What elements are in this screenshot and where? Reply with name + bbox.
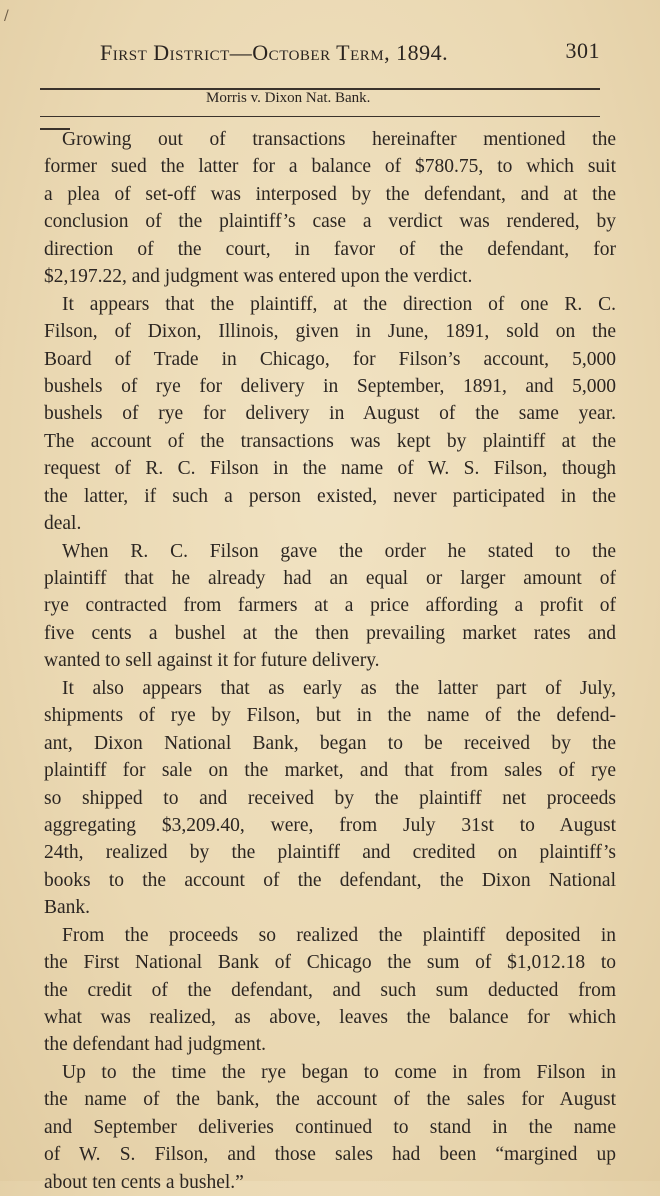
text-line: the credit of the defendant, and such sum deducted from [44, 979, 616, 1001]
text-line: the name of the bank, the account of the sales for August [44, 1089, 616, 1111]
text-line: plaintiff for sale on the market, and that from sales of rye [44, 760, 616, 782]
text-line: of W. S. Filson, and those sales had been “margined up [44, 1144, 616, 1166]
text-line: books to the account of the defendant, the Dixon National [44, 869, 616, 891]
text-line: Up to the time the rye began to come in from Filson in [62, 1061, 616, 1083]
text-line: Growing out of transactions hereinafter mentioned the [62, 129, 616, 150]
text-line: so shipped to and received by the plaintiff net proceeds [44, 787, 616, 809]
text-line: direction of the court, in favor of the defendant, for [44, 238, 616, 260]
text-line: former sued the latter for a balance of $780.75, to which suit [44, 156, 616, 178]
text-line: the latter, if such a person existed, never participated in the [44, 485, 616, 507]
text-line: the defendant had judgment. [44, 1034, 267, 1056]
page-number: 301 [565, 38, 600, 63]
text-line: conclusion of the plaintiff’s case a verdict was rendered, by [44, 211, 616, 233]
text-line: When R. C. Filson gave the order he stated to the [62, 540, 616, 562]
text-line: aggregating $3,209.40, were, from July 31st to August [44, 814, 616, 836]
text-line: The account of the transactions was kept by plaintiff at the [44, 430, 616, 452]
text-line: bushels of rye for delivery in August of the same year. [44, 403, 616, 425]
opinion-text [44, 126, 616, 1196]
running-head-title: First District—October Term, 1894. [100, 40, 449, 65]
text-line: plaintiff that he already had an equal or larger amount of [44, 568, 616, 589]
text-line: what was realized, as above, leaves the balance for which [44, 1007, 616, 1028]
text-line: about ten cents a bushel.” [44, 1171, 244, 1193]
text-line: 24th, realized by the plaintiff and credited on plaintiff’s [44, 842, 616, 864]
text-line: deal. [44, 513, 82, 535]
text-line: wanted to sell against it for future delivery. [44, 650, 380, 672]
text-line: It appears that the plaintiff, at the direction of one R. C. [62, 293, 616, 315]
text-line: rye contracted from farmers at a price affording a profit of [44, 595, 616, 617]
text-line: From the proceeds so realized the plaintiff deposited in [62, 924, 616, 946]
text-line: Filson, of Dixon, Illinois, given in June, 1891, sold on the [44, 321, 616, 343]
running-head [100, 38, 600, 72]
text-line: $2,197.22, and judgment was entered upon the verdict. [44, 266, 473, 288]
text-line: Board of Trade in Chicago, for Filson’s account, 5,000 [44, 348, 616, 370]
text-line: Bank. [44, 897, 91, 919]
text-line: a plea of set-off was interposed by the defendant, and at the [44, 183, 616, 205]
text-line: bushels of rye for delivery in September, 1891, and 5,000 [44, 375, 616, 397]
text-line: five cents a bushel at the then prevailing market rates and [44, 622, 616, 644]
text-line: and September deliveries continued to stand in the name [44, 1116, 616, 1138]
text-line: ant, Dixon National Bank, began to be received by the [44, 732, 616, 754]
edge-mark: / [4, 8, 9, 24]
text-line: It also appears that as early as the latter part of July, [62, 677, 616, 699]
header-rule-bottom [40, 116, 600, 117]
text-line: the First National Bank of Chicago the sum of $1,012.18 to [44, 952, 616, 974]
case-caption: Morris v. Dixon Nat. Bank. [206, 90, 371, 106]
text-line: shipments of rye by Filson, but in the name of the defend- [44, 705, 616, 727]
text-line: request of R. C. Filson in the name of W. S. Filson, though [44, 458, 616, 480]
